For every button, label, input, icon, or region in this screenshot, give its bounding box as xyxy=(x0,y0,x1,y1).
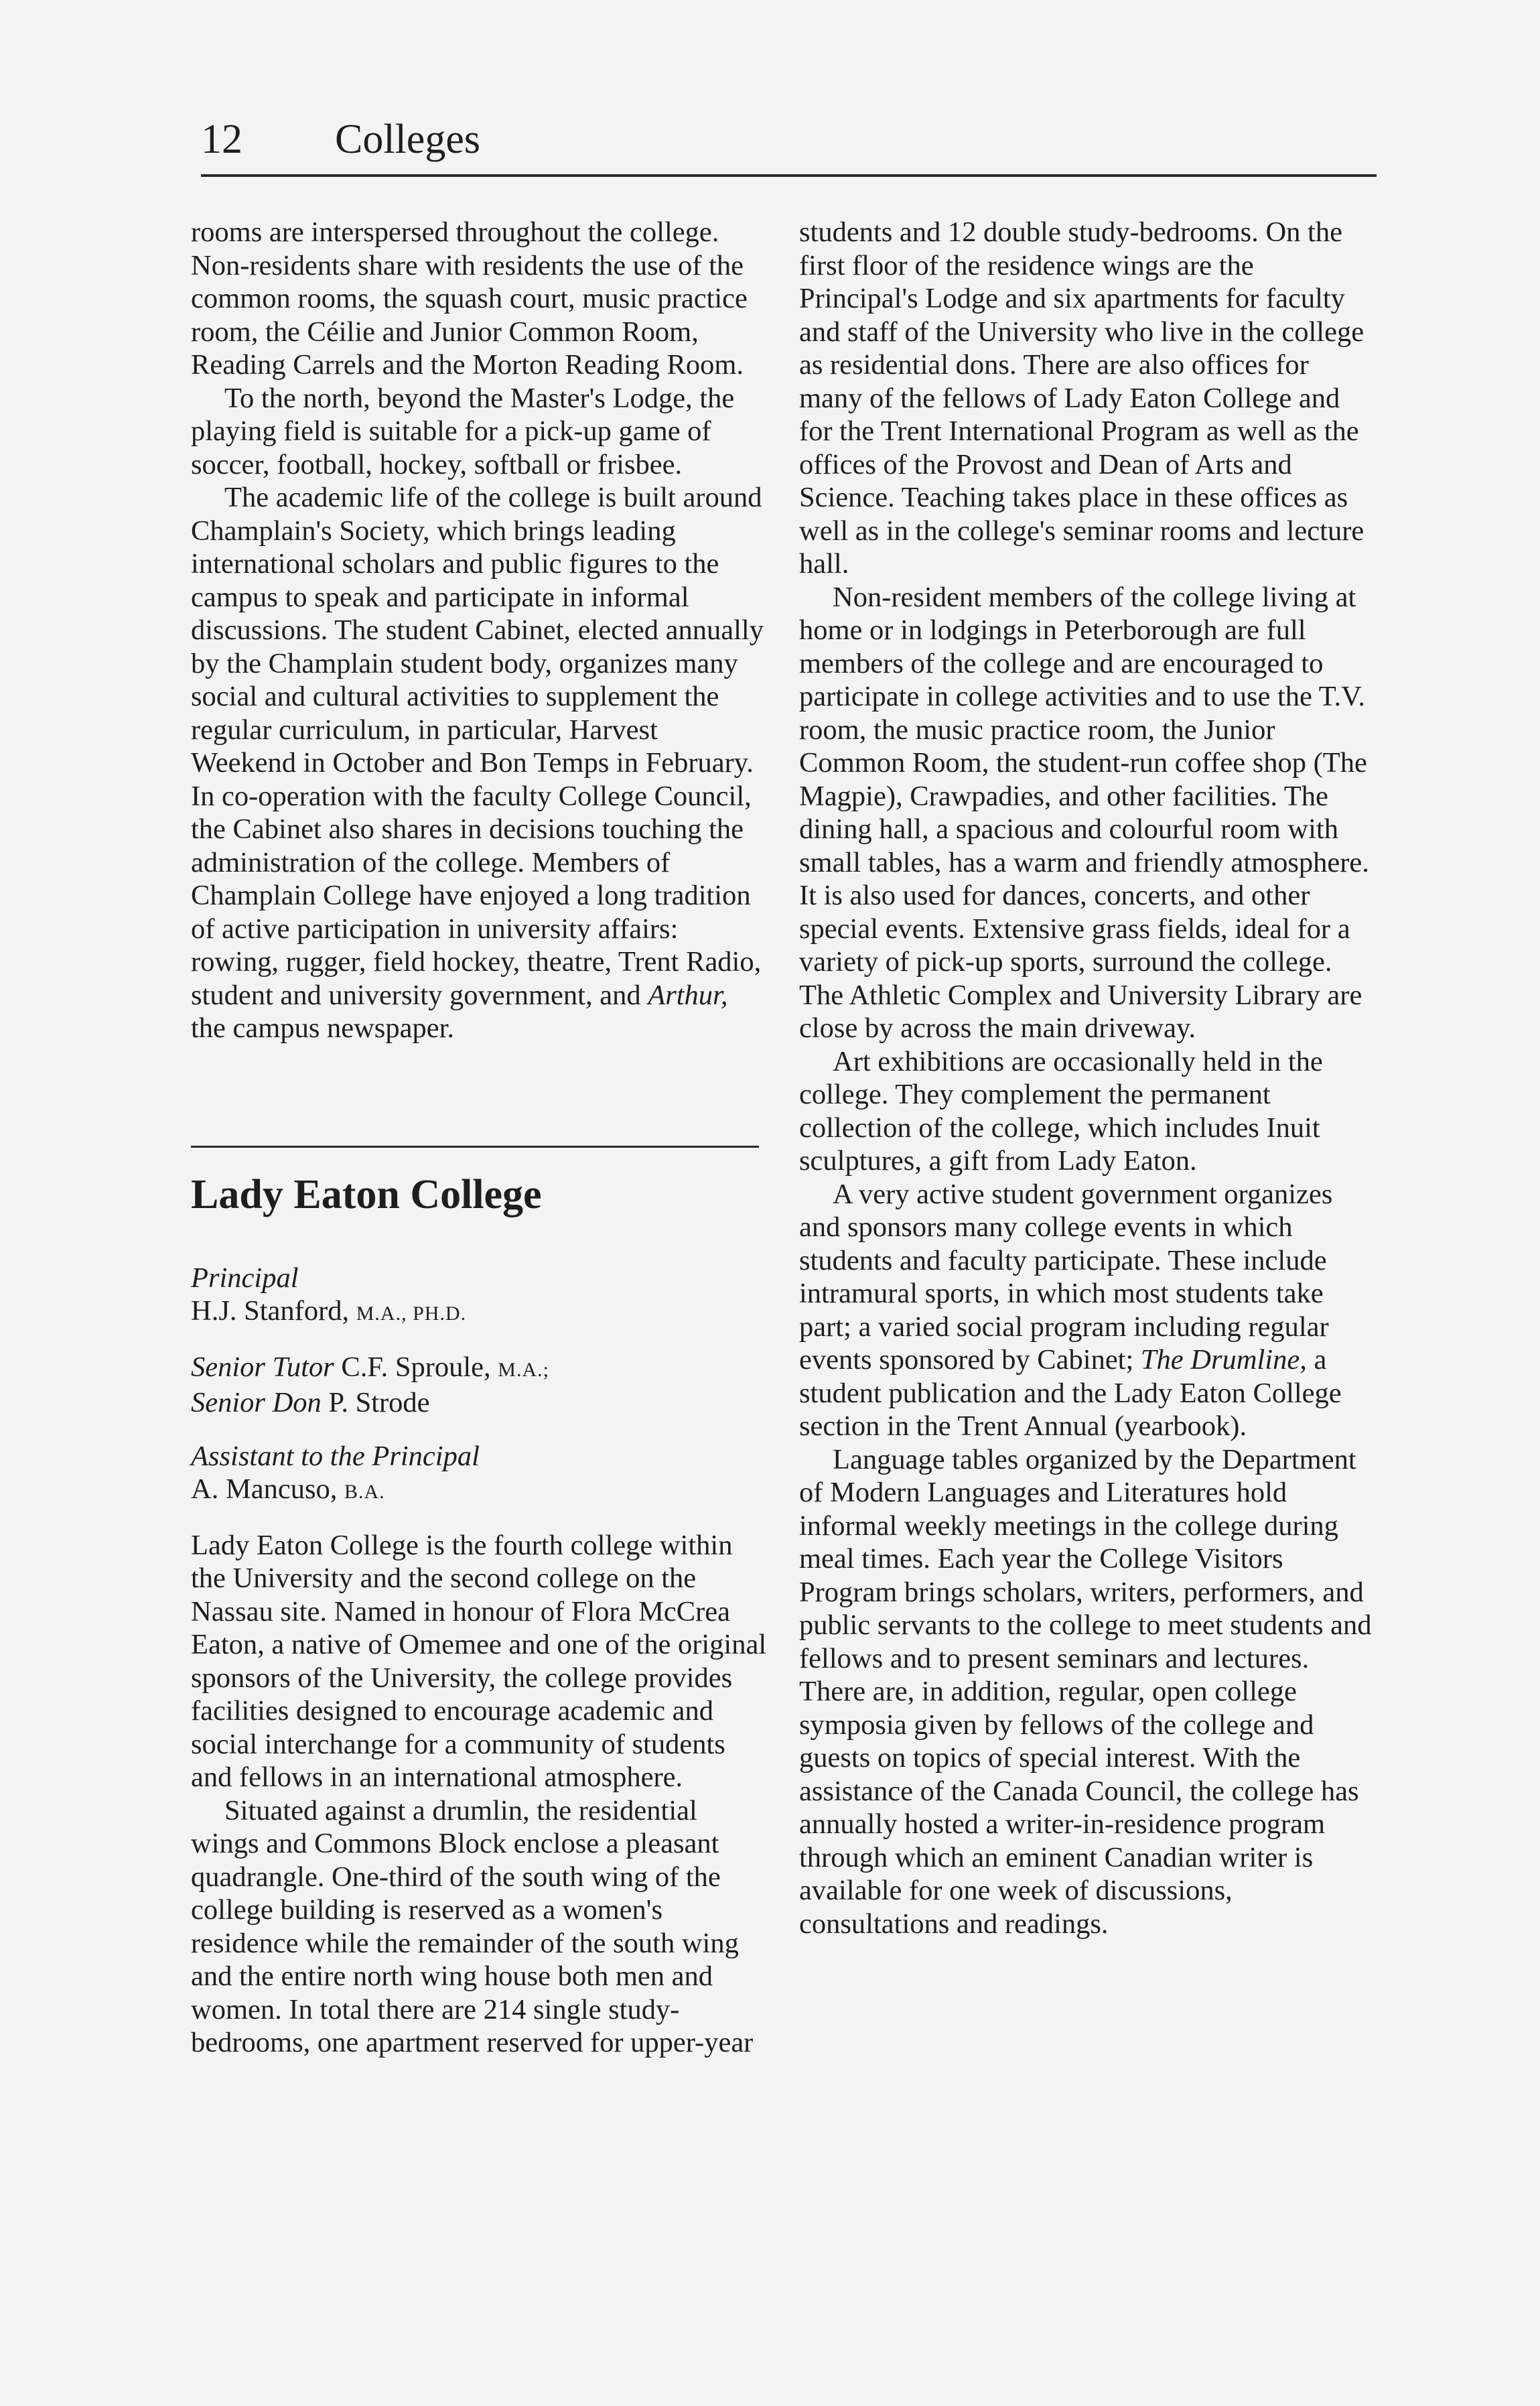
tutor-degrees: M.A.; xyxy=(498,1358,549,1381)
left-column xyxy=(191,216,767,2060)
principal-degrees: M.A., PH.D. xyxy=(356,1302,467,1325)
right-column xyxy=(799,216,1375,1940)
paragraph-tail: a student publication and the Lady Eaton College section in the Trent Annual (yearbook). xyxy=(799,1344,1342,1442)
assistant-name: A. Mancuso, xyxy=(191,1473,338,1505)
tutor-name: C.F. Sproule, xyxy=(341,1351,491,1383)
principal-role: Principal xyxy=(191,1262,299,1294)
section-title: Lady Eaton College xyxy=(191,1171,542,1217)
paragraph: rooms are interspersed throughout the college. Non-residents share with residents the use of the common rooms, the squash court, music practice room, the Céilie and Junior Common Room, Reading Carrels and the Morton Reading Room. xyxy=(191,216,748,381)
paragraph: students and 12 double study-bedrooms. On the first floor of the residence wings are the Principal's Lodge and six apartments for faculty and staff of the University who live in the college as residential dons. There are also offices for many of the fellows of Lady Eaton College and for the Trent International Program as well as the offices of the Provost and Dean of Arts and Science. Teaching takes place in these offices as well as in the college's seminar rooms and lecture hall. xyxy=(799,216,1364,580)
drumline-title: The Drumline, xyxy=(1140,1344,1307,1376)
principal-name: H.J. Stanford, xyxy=(191,1295,350,1327)
paragraph: Non-resident members of the college living at home or in lodgings in Peterborough are full members of the college and are encouraged to participate in college activities and to use the T.V. room, the music practice room, the Junior Common Room, the student-run coffee shop (The Magpie), Crawpadies, and other facilities. The dining hall, a spacious and colourful room with small tables, has a warm and friendly atmosphere. It is also used for dances, concerts, and other special events. Extensive grass fields, ideal for a variety of pick-up sports, surround the college. The Athletic Complex and University Library are close by across the main driveway. xyxy=(799,581,1369,1044)
tutor-role: Senior Tutor xyxy=(191,1351,334,1383)
assistant-role: Assistant to the Principal xyxy=(191,1440,480,1472)
arthur-title: Arthur, xyxy=(648,979,728,1011)
tutor-don-block xyxy=(191,1351,767,1420)
paragraph xyxy=(799,1178,1375,1443)
assistant-degrees: B.A. xyxy=(344,1481,385,1503)
page-header xyxy=(201,113,1377,177)
header-rule xyxy=(201,174,1377,177)
paragraph: Lady Eaton College is the fourth college within the University and the second college on the Nassau site. Named in honour of Flora McCrea Eaton, a native of Omemee and one of the original sponsors of the University, the college provides facilities designed to encourage academic and social interchange for a community of students and fellows in an international atmosphere. xyxy=(191,1529,767,1793)
paragraph: Situated against a drumlin, the residential wings and Commons Block enclose a pleasant quadrangle. One-third of the south wing of the college building is reserved as a women's residence while the remainder of the south wing and the entire north wing house both men and women. In total there are 214 single study-bedrooms, one apartment reserved for upper-year xyxy=(191,1794,754,2058)
paragraph-text: A very active student government organizes and sponsors many college events in which students and faculty participate. These include intramural sports, in which most students take part; a varied social program including regular events sponsored by Cabinet; xyxy=(799,1178,1333,1376)
assistant-block xyxy=(191,1440,767,1509)
section-rule xyxy=(191,1146,759,1148)
paragraph: To the north, beyond the Master's Lodge, the playing field is suitable for a pick-up game of soccer, football, hockey, softball or frisbee. xyxy=(191,382,735,480)
paragraph: Language tables organized by the Department of Modern Languages and Literatures hold informal weekly meetings in the college during meal times. Each year the College Visitors Program brings scholars, writers, performers, and public servants to the college to meet students and fellows and to present seminars and lectures. There are, in addition, regular, open college symposia given by fellows of the college and guests on topics of special interest. With the assistance of the Canada Council, the college has annually hosted a writer-in-residence program through which an eminent Canadian writer is available for one week of discussions, consultations and readings. xyxy=(799,1443,1372,1940)
paragraph-text: The academic life of the college is built around Champlain's Society, which brings leading international scholars and public figures to the campus to speak and participate in informal discussions. The student Cabinet, elected annually by the Champlain student body, organizes many social and cultural activities to supplement the regular curriculum, in particular, Harvest Weekend in October and Bon Temps in February. In co-operation with the faculty College Council, the Cabinet also shares in decisions touching the administration of the college. Members of Champlain College have enjoyed a long tradition of active participation in university affairs: rowing, rugger, field hockey, theatre, Trent Radio, student and university government, and xyxy=(191,482,764,1011)
don-role: Senior Don xyxy=(191,1387,322,1418)
page-number: 12 xyxy=(201,117,242,162)
principal-block xyxy=(191,1262,767,1331)
don-name: P. Strode xyxy=(328,1387,430,1418)
paragraph xyxy=(191,481,767,1045)
paragraph-tail: the campus newspaper. xyxy=(191,1012,455,1044)
paragraph: Art exhibitions are occasionally held in the college. They complement the permanent collection of the college, which includes Inuit sculptures, a gift from Lady Eaton. xyxy=(799,1045,1323,1177)
running-head: Colleges xyxy=(335,117,480,162)
